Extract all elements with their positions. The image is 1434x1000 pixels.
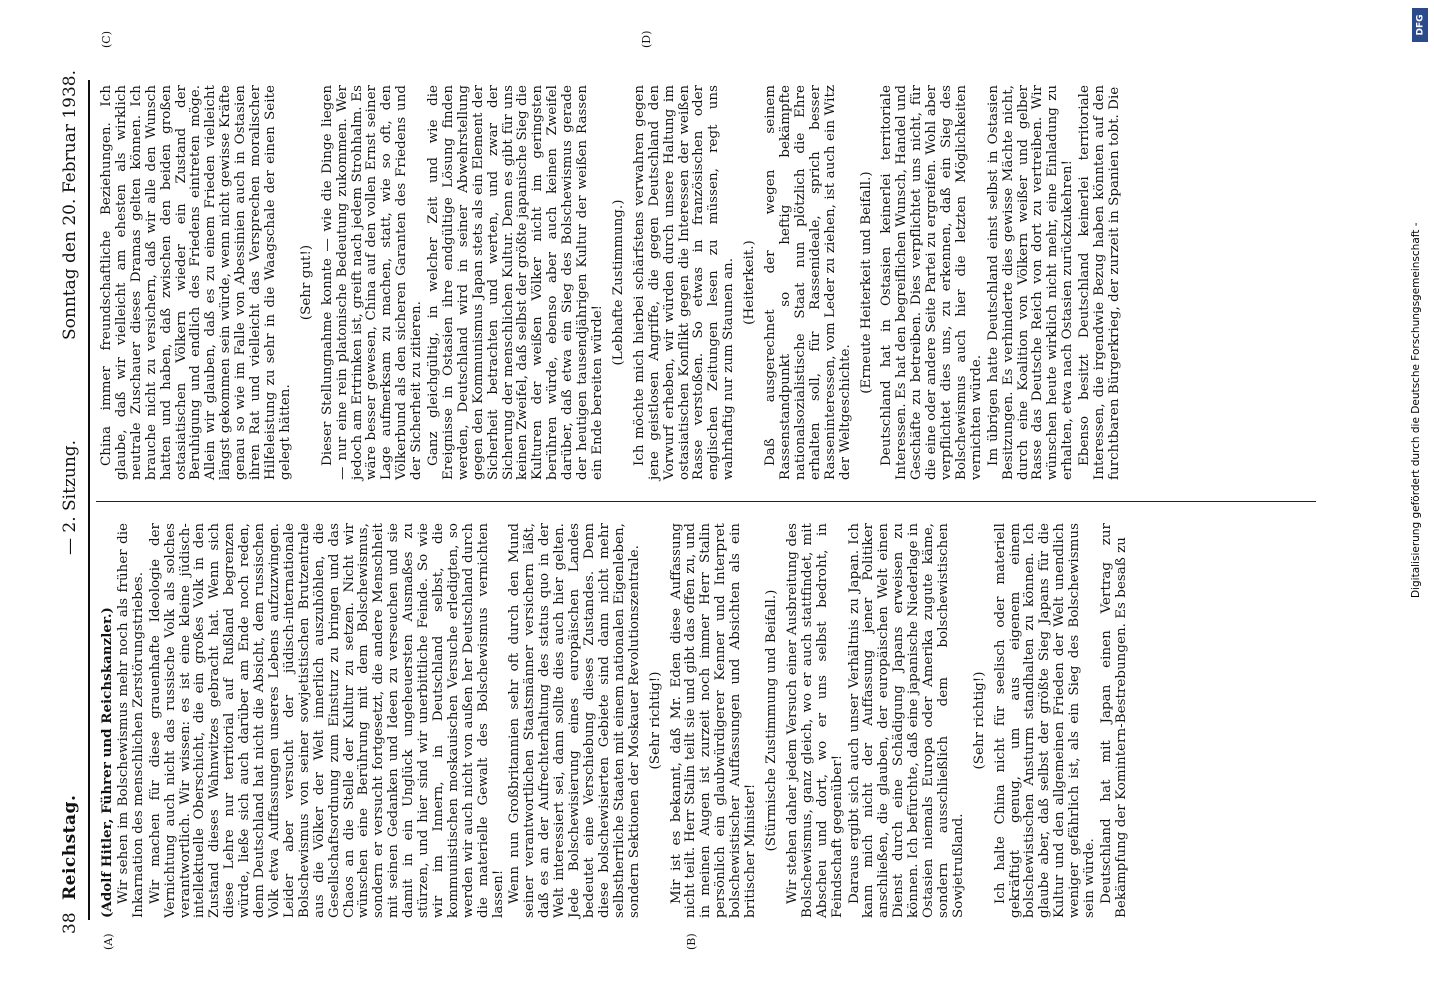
dfg-sidebar bbox=[1410, 8, 1430, 598]
paragraph: Deutschland hat in Ostasien keinerlei territoriale Interessen. Es hat den begreiflichen Wunsch, Handel und Geschäfte zu betreiben. Dies verpflichtet uns nicht, für die eine oder andere Seite Partei zu ergreifen. Wohl aber verpflichtet dies uns, zu erkennen, daß ein Sieg des Bolschewismus auch hier die letzten Möglichkeiten vernichten würde. bbox=[879, 85, 984, 480]
paragraph: Wir sehen im Bolschewismus mehr noch als früher die Inkarnation des menschlichen Zerstörungstriebes. bbox=[115, 523, 146, 918]
left-column bbox=[100, 523, 1132, 918]
dfg-logo: DFG bbox=[1412, 8, 1428, 42]
interjection: (Sehr gut!) bbox=[298, 244, 314, 321]
interjection: (Sehr richtig!) bbox=[647, 671, 663, 770]
scanned-page-rotated bbox=[60, 30, 1320, 950]
margin-marker-b: (B) bbox=[685, 933, 698, 950]
paragraph: Im übrigen hatte Deutschland einst selbst in Ostasien Besitzungen. Es verhinderte dies gewisse Mächte nicht, durch eine Koalition von Völkern weißer und gelber Rasse das Deutsche Reich von dort zu vertreiben. Wir wünschen heute wirklich nicht mehr, eine Einladung zu erhalten, etwa nach Ostasien zurückzukehren! bbox=[985, 85, 1076, 480]
paragraph: Wir machen für diese grauenhafte Ideologie der Vernichtung auch nicht das russische Volk als solches verantwortlich. Wir wissen: es ist eine kleine jüdisch-intellektuelle Oberschicht, die ein großes Volk in den Zustand dieses Wahnwitzes gebracht hat. Wenn sich diese Lehre nur territorial auf Rußland begrenzen würde, ließe sich auch darüber am Ende noch reden, denn Deutschland hat nicht die Absicht, dem russischen Volk etwa Auffassungen unseres Lebens aufzuzwingen. Leider aber versucht der jüdisch-internationale Bolschewismus von seiner sowjetistischen Brutzentrale aus die Völker der Welt innerlich auszuhöhlen, die Gesellschaftsordnung zum Einsturz zu bringen und das Chaos an die Stelle der Kultur zu setzen. Nicht wir wünschen eine Berührung mit dem Bolschewismus, sondern er versucht fortgesetzt, die andere Menschheit mit seinen Gedanken und Ideen zu verseuchen und sie damit in ein Unglück ungeheuersten Ausmaßes zu stürzen, und hier sind wir unerbittliche Feinde. So wie wir im Innern, in Deutschland selbst, die kommunistischen moskauischen Versuche erledigten, so werden wir auch nicht von außen her Deutschland durch die materielle Gewalt des Bolschewismus vernichten lassen! bbox=[147, 523, 506, 918]
header-rule bbox=[88, 80, 90, 920]
speaker-label: (Adolf Hitler, Führer und Reichskanzler.) bbox=[99, 607, 115, 918]
right-column bbox=[100, 85, 1125, 480]
paragraph: Ich halte China nicht für seelisch oder materiell gekräftigt genug, um aus eigenem einem bolschewistischen Ansturm standhalten zu können. Ich glaube aber, daß selbst der größte Sieg Japans für die Kultur und den allgemeinen Frieden der Welt unendlich weniger gefährlich ist, als ein Sieg des Bolschewismus sein würde. bbox=[992, 523, 1098, 918]
header-session: — 2. Sitzung. bbox=[60, 439, 80, 555]
margin-marker-c: (C) bbox=[100, 31, 113, 48]
page-number: 38 bbox=[60, 912, 80, 934]
page-header bbox=[60, 60, 88, 940]
digitization-note: Digitalisierung gefördert durch die Deutsche Forschungsgemeinschaft - bbox=[1410, 222, 1422, 598]
header-title: Reichstag. bbox=[60, 794, 80, 900]
interjection: (Heiterkeit.) bbox=[742, 240, 758, 325]
paragraph: Wenn nun Großbritannien sehr oft durch den Mund seiner verantwortlichen Staatsmänner versichern läßt, daß es an der Aufrechterhaltung des status quo in der Welt interessiert sei, dann sollte dies auch hier gelten. Jede Bolschewisierung eines europäischen Landes bedeutet eine Verschiebung dieses Zustandes. Denn diese bolschewisierten Gebiete sind dann nicht mehr selbstherrliche Staaten mit einem nationalen Eigenleben, sondern Sektionen der Moskauer Revolutionszentrale. bbox=[507, 523, 642, 918]
header-date: Sonntag den 20. Februar 1938. bbox=[60, 70, 80, 340]
interjection: (Sehr richtig!) bbox=[971, 671, 987, 770]
paragraph: Daß ausgerechnet der wegen seinem Rassenstandpunkt so heftig bekämpfte nationalsozialistische Staat nun plötzlich die Ehre erhalten soll, für Rassenideale, sprich besser Rasseninteressen, vom Leder zu ziehen, ist auch ein Witz der Weltgeschichte. bbox=[763, 85, 853, 480]
margin-marker-a: (A) bbox=[102, 933, 115, 950]
paragraph: China immer freundschaftliche Beziehungen. Ich glaube, daß wir vielleicht am ehesten als wirklich neutrale Zuschauer dieses Dramas gelten können. Ich brauche nicht zu versichern, daß wir alle den Wunsch hatten und haben, daß zwischen den beiden großen ostasiatischen Völkern wieder ein Zustand der Beruhigung und endlich des Friedens eintreten möge. Allein wir glauben, daß es zu einem Frieden vielleicht längst gekommen sein würde, wenn nicht gewisse Kräfte genau so wie im Falle von Abessinien auch in Ostasien ihren Rat und vielleicht das Versprechen moralischer Hilfeleistung zu sehr in die Waagschale der einen Seite gelegt hätten. bbox=[99, 85, 293, 480]
paragraph: Dieser Stellungnahme konnte — wie die Dinge liegen — nur eine rein platonische Bedeutung zukommen. Wer jedoch am Ertrinken ist, greift nach jedem Strohhalm. Es wäre besser gewesen, China auf den vollen Ernst seiner Lage aufmerksam zu machen, statt, wie so oft, den Völkerbund als den sicheren Garanten des Friedens und der Sicherheit zu zitieren. bbox=[319, 85, 425, 480]
paragraph: Mir ist es bekannt, daß Mr. Eden diese Auffassung nicht teilt. Herr Stalin teilt sie und gibt das offen zu, und in meinen Augen ist zurzeit noch immer Herr Stalin persönlich ein glaubwürdigerer Kenner und Interpret bolschewistischer Auffassungen und Absichten als ein britischer Minister! bbox=[668, 523, 759, 918]
paragraph: Wir stehen daher jedem Versuch einer Ausbreitung des Bolschewismus, ganz gleich, wo er auch stattfindet, mit Abscheu und dort, wo er uns selbst bedroht, in Feindschaft gegenüber! bbox=[784, 523, 845, 918]
paragraph: Ebenso besitzt Deutschland keinerlei territoriale Interessen, die irgendwie Bezug haben könnten auf den furchtbaren Bürgerkrieg, der zurzeit in Spanien tobt. Die bbox=[1077, 85, 1122, 480]
margin-marker-d: (D) bbox=[640, 30, 653, 48]
paragraph: Deutschland hat mit Japan einen Vertrag zur Bekämpfung der Komintern-Bestrebungen. Es besaß zu bbox=[1099, 523, 1129, 918]
paragraph: Ganz gleichgültig, in welcher Zeit und wie die Ereignisse in Ostasien ihre endgültige Lösung finden werden, Deutschland wird in seiner Abwehrstellung gegen den Kommunismus Japan stets als ein Element der Sicherheit betrachten und werten, und zwar der Sicherung der menschlichen Kultur. Denn es gibt für uns keinen Zweifel, daß selbst der größte japanische Sieg die Kulturen der weißen Völker nicht im geringsten berühren würde, ebenso aber auch keinen Zweifel darüber, daß etwa ein Sieg des Bolschewismus gerade der heutigen tausendjährigen Kultur der weißen Rassen ein Ende bereiten würde! bbox=[426, 85, 605, 480]
interjection: (Lebhafte Zustimmung.) bbox=[610, 199, 626, 366]
interjection: (Stürmische Zustimmung und Beifall.) bbox=[763, 589, 779, 852]
paragraph: Ich möchte mich hierbei schärfstens verwahren gegen jene geistlosen Angriffe, die gegen Deutschland den Vorwurf erheben, wir würden durch unsere Haltung im ostasiatischen Konflikt gegen die Interessen der weißen Rasse verstoßen. So etwas in französischen oder englischen Zeitungen lesen zu müssen, regt uns wahrhaftig nur zum Staunen an. bbox=[631, 85, 737, 480]
interjection: (Erneute Heiterkeit und Beifall.) bbox=[858, 171, 874, 394]
paragraph: Daraus ergibt sich auch unser Verhältnis zu Japan. Ich kann mich nicht der Auffassung jener Politiker anschließen, die glauben, der europäischen Welt einen Dienst durch eine Schädigung Japans erweisen zu können. Ich befürchte, daß eine japanische Niederlage in Ostasien niemals Europa oder Amerika zugute käme, sondern ausschließlich dem bolschewistischen Sowjetrußland. bbox=[846, 523, 966, 918]
column-divider bbox=[96, 501, 1316, 502]
